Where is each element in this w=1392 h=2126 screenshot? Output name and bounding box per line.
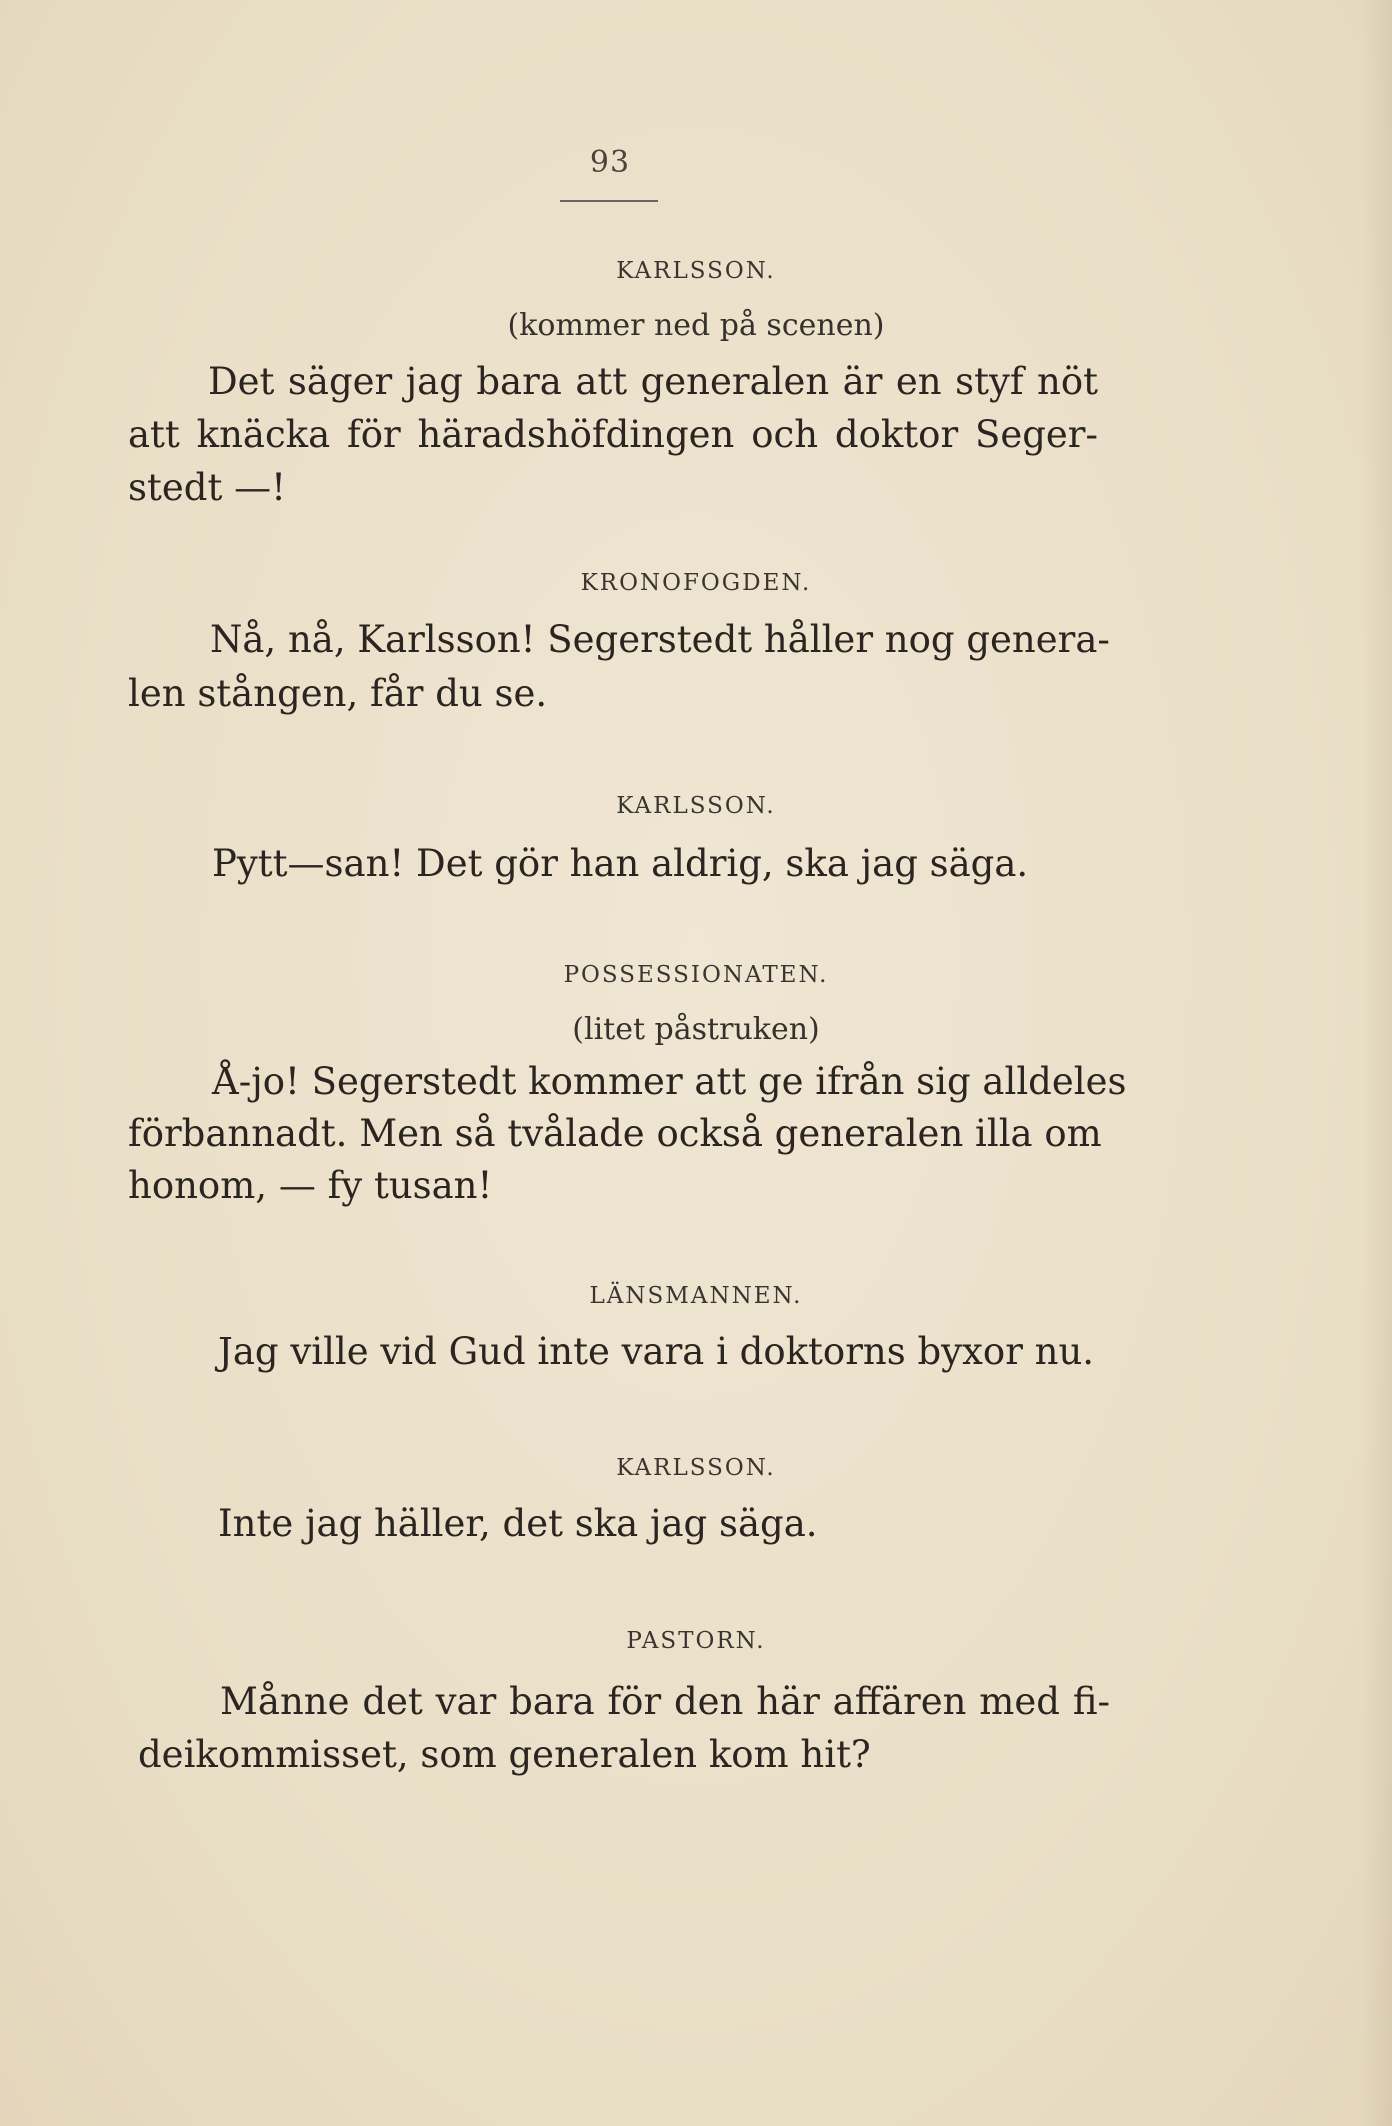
speaker-name: KRONOFOGDEN. xyxy=(580,570,812,596)
dialogue-line: deikommisset, som generalen kom hit? xyxy=(138,1733,871,1776)
speaker-name: PASTORN. xyxy=(626,1628,766,1654)
dialogue-line: Inte jag häller, det ska jag säga. xyxy=(218,1502,818,1545)
speaker-name: KARLSSON. xyxy=(616,258,776,284)
speaker-name: KARLSSON. xyxy=(616,1455,776,1481)
dialogue-line: Månne det var bara för den här affären med fi- xyxy=(220,1680,1110,1723)
speaker-name: LÄNSMANNEN. xyxy=(589,1283,803,1309)
page-number-rule xyxy=(560,200,658,202)
dialogue-line: Jag ville vid Gud inte vara i doktorns byxor nu. xyxy=(218,1330,1095,1373)
dialogue-line: att knäcka för häradshöfdingen och doktor Seger- xyxy=(128,413,1098,456)
dialogue-line: Det säger jag bara att generalen är en styf nöt xyxy=(208,360,1098,403)
stage-direction: (kommer ned på scenen) xyxy=(507,308,885,343)
dialogue-line: len stången, får du se. xyxy=(128,672,548,715)
dialogue-line: förbannadt. Men så tvålade också generalen illa om xyxy=(128,1112,1102,1155)
speaker-name: KARLSSON. xyxy=(616,793,776,819)
dialogue-line: honom, — fy tusan! xyxy=(128,1164,493,1207)
dialogue-line: Pytt—san! Det gör han aldrig, ska jag säga. xyxy=(212,842,1029,885)
stage-direction: (litet påstruken) xyxy=(572,1012,820,1047)
page-number: 93 xyxy=(589,145,631,180)
dialogue-line: stedt —! xyxy=(128,466,286,509)
speaker-name: POSSESSIONATEN. xyxy=(563,962,829,988)
dialogue-line: Nå, nå, Karlsson! Segerstedt håller nog genera- xyxy=(210,618,1110,661)
dialogue-line: Å-jo! Segerstedt kommer att ge ifrån sig alldeles xyxy=(212,1060,1127,1103)
